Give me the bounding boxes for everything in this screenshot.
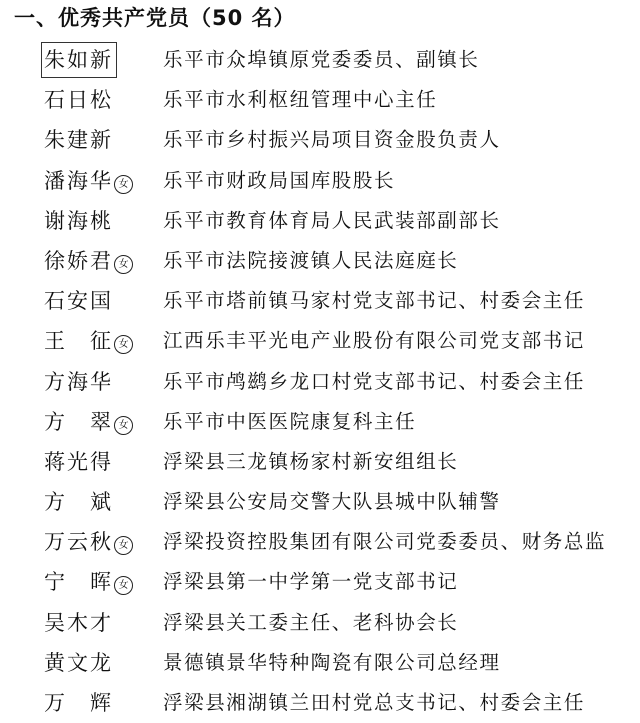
member-name: 万 辉 (44, 691, 113, 715)
list-item (0, 482, 640, 522)
member-title: 浮梁县第一中学第一党支部书记 (163, 570, 459, 594)
list-item (0, 241, 640, 281)
member-name: 石日松 (44, 88, 113, 113)
member-name: 石安国 (44, 289, 113, 314)
female-marker-icon: 女 (114, 335, 133, 354)
member-title: 乐平市水利枢纽管理中心主任 (163, 88, 438, 112)
member-name: 王 征 (44, 329, 113, 354)
list-item (0, 562, 640, 602)
member-title: 浮梁县三龙镇杨家村新安组组长 (163, 449, 459, 473)
list-item (0, 281, 640, 321)
list-item (0, 161, 640, 201)
member-title: 乐平市众埠镇原党委委员、副镇长 (163, 48, 480, 71)
member-name: 谢海桃 (44, 208, 113, 233)
list-item (0, 120, 640, 160)
female-marker-icon: 女 (114, 576, 133, 595)
member-name: 方 翠 (44, 409, 113, 434)
member-title: 乐平市塔前镇马家村党支部书记、村委会主任 (163, 289, 586, 313)
member-title: 浮梁投资控股集团有限公司党委委员、财务总监 (163, 530, 607, 554)
member-name: 方 斌 (44, 490, 113, 515)
list-item (0, 643, 640, 683)
member-title: 乐平市教育体育局人民武装部副部长 (163, 208, 501, 232)
member-title: 乐平市中医医院康复科主任 (163, 409, 417, 433)
member-name: 蒋光得 (44, 449, 113, 474)
member-name: 宁 晖 (44, 570, 113, 595)
member-list (0, 40, 640, 723)
list-item (0, 402, 640, 442)
member-title: 浮梁县公安局交警大队县城中队辅警 (163, 490, 501, 514)
list-item (0, 40, 640, 80)
member-title: 浮梁县湘湖镇兰田村党总支书记、村委会主任 (163, 691, 586, 714)
member-title: 乐平市鸬鹚乡龙口村党支部书记、村委会主任 (163, 369, 586, 393)
member-name: 万云秋 (44, 530, 113, 555)
member-name-selected[interactable]: 朱如新 (42, 43, 116, 77)
member-title: 江西乐丰平光电产业股份有限公司党支部书记 (163, 329, 586, 353)
member-name: 潘海华 (44, 168, 113, 193)
section-heading: 一、优秀共产党员（50 名） (14, 6, 296, 30)
member-title: 浮梁县关工委主任、老科协会长 (163, 610, 459, 634)
list-item (0, 80, 640, 120)
member-name: 黄文龙 (44, 650, 113, 675)
female-marker-icon: 女 (114, 536, 133, 555)
member-name: 徐娇君 (44, 248, 113, 273)
list-item (0, 362, 640, 402)
female-marker-icon: 女 (114, 255, 133, 274)
list-item (0, 442, 640, 482)
list-item (0, 522, 640, 562)
member-title: 乐平市财政局国库股股长 (163, 168, 396, 192)
member-name: 方海华 (44, 369, 113, 394)
list-item (0, 683, 640, 723)
list-item (0, 201, 640, 241)
member-title: 景德镇景华特种陶瓷有限公司总经理 (163, 650, 501, 674)
female-marker-icon: 女 (114, 416, 133, 435)
member-title: 乐平市乡村振兴局项目资金股负责人 (163, 128, 501, 152)
member-name: 吴木才 (44, 610, 113, 635)
member-title: 乐平市法院接渡镇人民法庭庭长 (163, 248, 459, 272)
list-item (0, 603, 640, 643)
list-item (0, 321, 640, 361)
member-name: 朱建新 (44, 128, 113, 153)
female-marker-icon: 女 (114, 175, 133, 194)
